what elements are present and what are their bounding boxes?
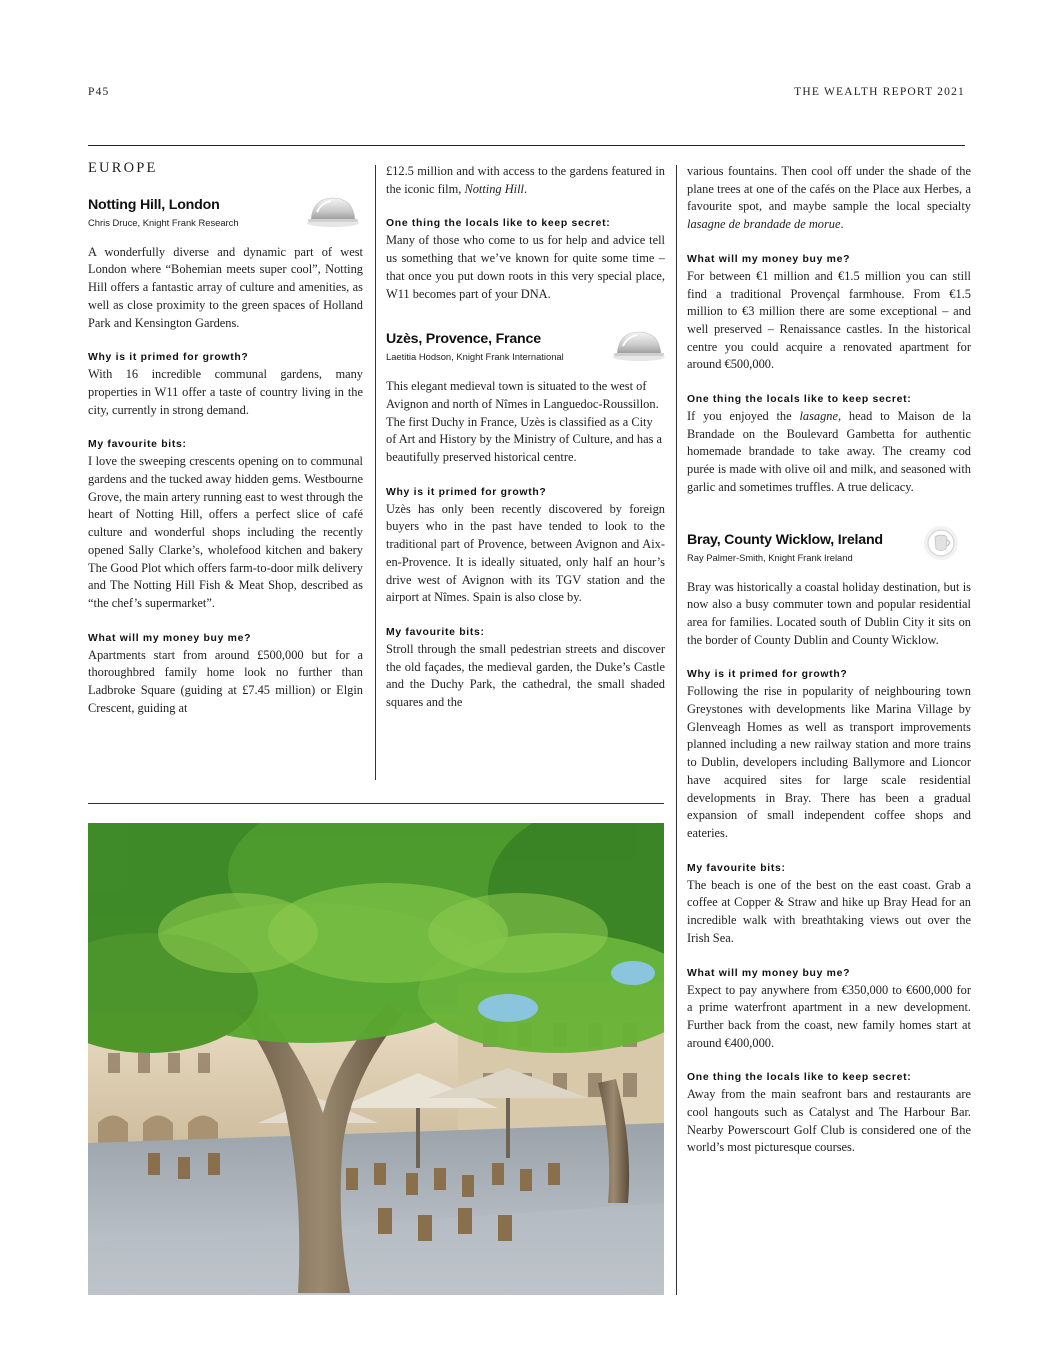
question-heading: What will my money buy me? <box>687 967 851 979</box>
text-fragment: various fountains. Then cool off under the shade of the plane trees at one of the cafés on the Place aux Herbes, a favourite spot, and maybe sample the local specialty <box>687 164 971 214</box>
question-heading: My favourite bits: <box>386 626 485 638</box>
question-heading: What will my money buy me? <box>88 632 252 644</box>
film-title: Notting Hill <box>464 181 525 196</box>
question-heading: Why is it primed for growth? <box>88 352 249 364</box>
answer-text: Away from the main seafront bars and restaurants are cool hangouts such as Catalyst and The Harbour Bar. Nearby Powerscourt Golf Club is considered one of the world’s most picturesque courses. <box>687 1087 971 1155</box>
answer-text: With 16 incredible communal gardens, many properties in W11 offer a taste of country living in the city, currently in strong demand. <box>88 367 363 417</box>
question-heading: Why is it primed for growth? <box>687 669 848 681</box>
answer-text-continued <box>386 163 665 198</box>
answer-text <box>687 408 971 497</box>
column-1 <box>88 160 363 717</box>
location-title: Notting Hill, London <box>88 196 220 213</box>
column-2 <box>386 163 665 712</box>
question-heading: Why is it primed for growth? <box>386 486 547 498</box>
page-number: P45 <box>88 86 110 98</box>
answer-text-continued <box>687 163 971 234</box>
publication-title: THE WEALTH REPORT 2021 <box>794 86 965 98</box>
answer-text: Expect to pay anywhere from €350,000 to €600,000 for a prime waterfront apartment in a new development. Further back from the coast, new family homes start at around €400,000. <box>687 982 971 1050</box>
photo-divider <box>88 803 664 804</box>
text-fragment: If you enjoyed the <box>687 409 800 424</box>
dish-name: lasagne de brandade de morue <box>687 217 841 232</box>
answer-text: Apartments start from around £500,000 but for a thoroughbred family home look no further than Ladbroke Square (guiding at £7.45 million) or Elgin Crescent, guiding at <box>88 647 363 715</box>
cloche-icon <box>611 324 667 364</box>
cloche-icon <box>305 190 361 230</box>
text-fragment: , head to Maison de la Brandade on the Boulevard Gambetta for authentic homemade brandade to take away. The creamy cod purée is made with olive oil and milk, and seasoned with garlic and sometimes truffles. A true delicacy. <box>687 409 971 494</box>
text-fragment: £12.5 million and with access to the gardens featured in the iconic film, <box>386 164 665 196</box>
question-heading: My favourite bits: <box>88 439 187 451</box>
photo-illustration <box>88 823 664 1295</box>
section-label: EUROPE <box>88 160 158 176</box>
uzes-intro: This elegant medieval town is situated to the west of Avignon and north of Nîmes in Languedoc-Roussillon. The first Duchy in France, Uzès is classified as a City of Art and History by the Ministry of Culture, and has a beautifully preserved historical centre. <box>386 379 662 465</box>
question-heading: One thing the locals like to keep secret: <box>687 394 912 406</box>
answer-text: Following the rise in popularity of neighbouring town Greystones with developments like Marina Village by Glenveagh Homes as well as transport improvements planned including a new railway station and more trains to Dublin, developers including Ballymore and Lioncor have acquired sites for large scale residential developments in Bray. There has been a gradual expansion of small independent coffee shops and eateries. <box>687 684 971 840</box>
notting-hill-heading <box>88 196 363 230</box>
answer-text: I love the sweeping crescents opening on to communal gardens and the tucked away hidden gems. Westbourne Grove, the main artery running east to west through the heart of Notting Hill, offers a perfect slice of café culture and wonderful shops including the recently opened Sally Clarke’s, wholefood kitchen and bakery The Good Plot which offers farm-to-door milk delivery and The Notting Hill Fish & Meat Shop, described as “the chef’s supermarket”. <box>88 454 363 610</box>
question-heading: One thing the locals like to keep secret: <box>386 218 611 230</box>
answer-text: Stroll through the small pedestrian streets and discover the old façades, the medieval garden, the Duke’s Castle and the Duchy Park, the cathedral, the small shaded squares and the <box>386 641 665 710</box>
answer-text: The beach is one of the best on the east coast. Grab a coffee at Copper & Straw and hike up Bray Head for an incredible walk with breathtaking views out over the Irish Sea. <box>687 877 971 945</box>
location-author: Laetitia Hodson, Knight Frank International <box>386 351 564 363</box>
question-heading: What will my money buy me? <box>687 253 851 265</box>
text-fragment: . <box>840 217 844 232</box>
uzes-square-photo <box>88 823 664 1295</box>
coffee-cup-icon <box>913 521 969 561</box>
location-author: Ray Palmer-Smith, Knight Frank Ireland <box>687 551 853 563</box>
question-heading: My favourite bits: <box>687 862 786 874</box>
bray-intro: Bray was historically a coastal holiday destination, but is now also a busy commuter town and popular residential area for families. Located south of Dublin City it sits on the border of County Dublin and County Wicklow. <box>687 579 971 647</box>
location-title: Bray, County Wicklow, Ireland <box>687 531 883 548</box>
column-3 <box>687 163 971 1157</box>
column-divider-2 <box>676 165 677 1295</box>
header-divider <box>88 145 965 146</box>
answer-text: For between €1 million and €1.5 million you can still find a traditional Provençal farmhouse. From €1.5 million to €3 million there are some exceptional – and well preserved – Renaissance castles. In the historical centre you could acquire a renovated apartment for around €500,000. <box>687 268 971 372</box>
text-fragment: . <box>524 181 528 196</box>
bray-heading <box>687 531 971 565</box>
location-title: Uzès, Provence, France <box>386 331 541 348</box>
notting-hill-intro: A wonderfully diverse and dynamic part of west London where “Bohemian meets super cool”, Notting Hill offers a fantastic array of culture and amenities, as well as close proximity to the green spaces of Holland Park and Kensington Gardens. <box>88 244 363 330</box>
dish-name: lasagne <box>799 409 838 424</box>
location-author: Chris Druce, Knight Frank Research <box>88 216 239 228</box>
answer-text: Many of those who come to us for help and advice tell us something that we’ve known for quite some time – that once you put down roots in this very special place, W11 becomes part of your DNA. <box>386 233 665 301</box>
answer-text: Uzès has only been recently discovered by foreign buyers who in the past have tended to look to the traditional part of Provence, between Avignon and Aix-en-Provence. It is ideally situated, only half an hour’s drive west of Avignon with its TGV station and the airport at Nîmes. Spain is also close by. <box>386 501 665 605</box>
uzes-heading <box>386 330 665 364</box>
question-heading: One thing the locals like to keep secret: <box>687 1072 912 1084</box>
column-divider-1 <box>375 165 376 780</box>
